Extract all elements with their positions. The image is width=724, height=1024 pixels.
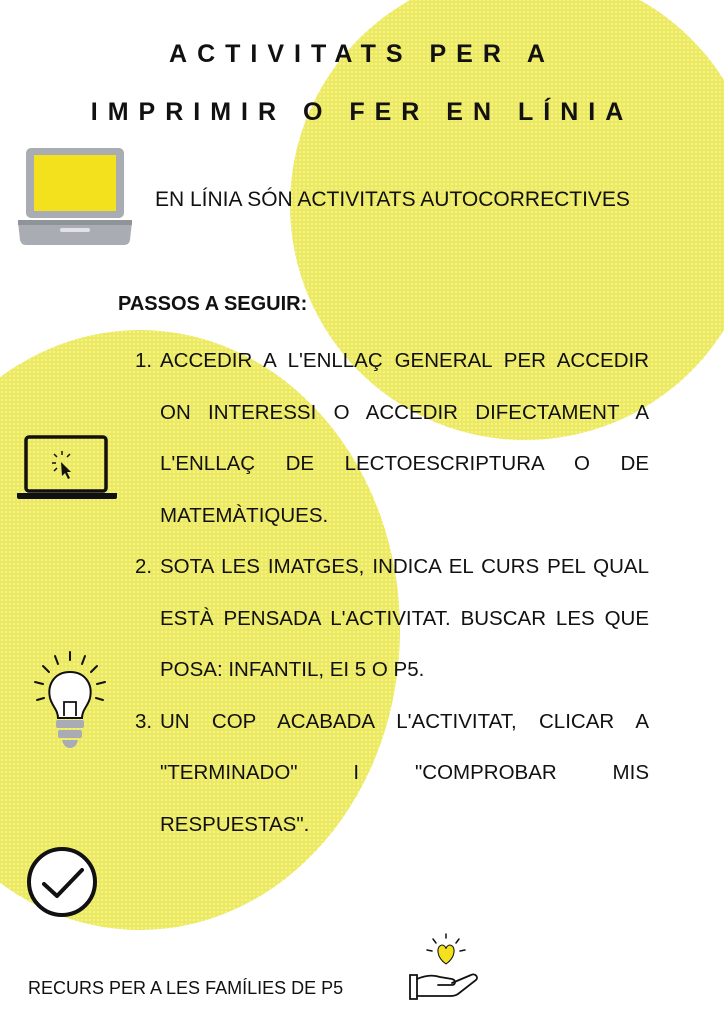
page-title-line1: ACTIVITATS PER A [169, 40, 555, 68]
laptop-cursor-icon [16, 435, 118, 501]
step-number: 3. [135, 709, 153, 733]
checkmark-circle-icon [26, 847, 100, 917]
list-item [135, 541, 649, 696]
steps-list [135, 335, 649, 850]
footer-text: RECURS PER A LES FAMÍLIES DE P5 [28, 978, 344, 998]
step-number: 2. [135, 555, 153, 578]
lightbulb-icon [25, 650, 115, 752]
page-title-line2: IMPRIMIR O FER EN LÍNIA [90, 98, 634, 126]
subtitle: EN LÍNIA SÓN ACTIVITATS AUTOCORRECTIVES [155, 188, 630, 211]
step-number: 1. [135, 349, 153, 372]
step-text: UN COP ACABADA L'ACTIVITAT, CLICAR A "TERMINADO" I "COMPROBAR MIS RESPUESTAS". [160, 709, 649, 836]
heart-hand-icon [408, 933, 484, 1003]
step-text: SOTA LES IMATGES, INDICA EL CURS PEL QUAL ESTÀ PENSADA L'ACTIVITAT. BUSCAR LES QUE POSA: INFANTIL, EI 5 O P5. [160, 555, 649, 681]
laptop-icon [14, 146, 136, 248]
list-item [135, 696, 649, 851]
step-text: ACCEDIR A L'ENLLAÇ GENERAL PER ACCEDIR ON INTERESSI O ACCEDIR DIFECTAMENT A L'ENLLAÇ DE LECTOESCRIPTURA O DE MATEMÀTIQUES. [160, 349, 649, 527]
list-item [135, 335, 649, 541]
steps-heading: PASSOS A SEGUIR: [118, 293, 308, 315]
